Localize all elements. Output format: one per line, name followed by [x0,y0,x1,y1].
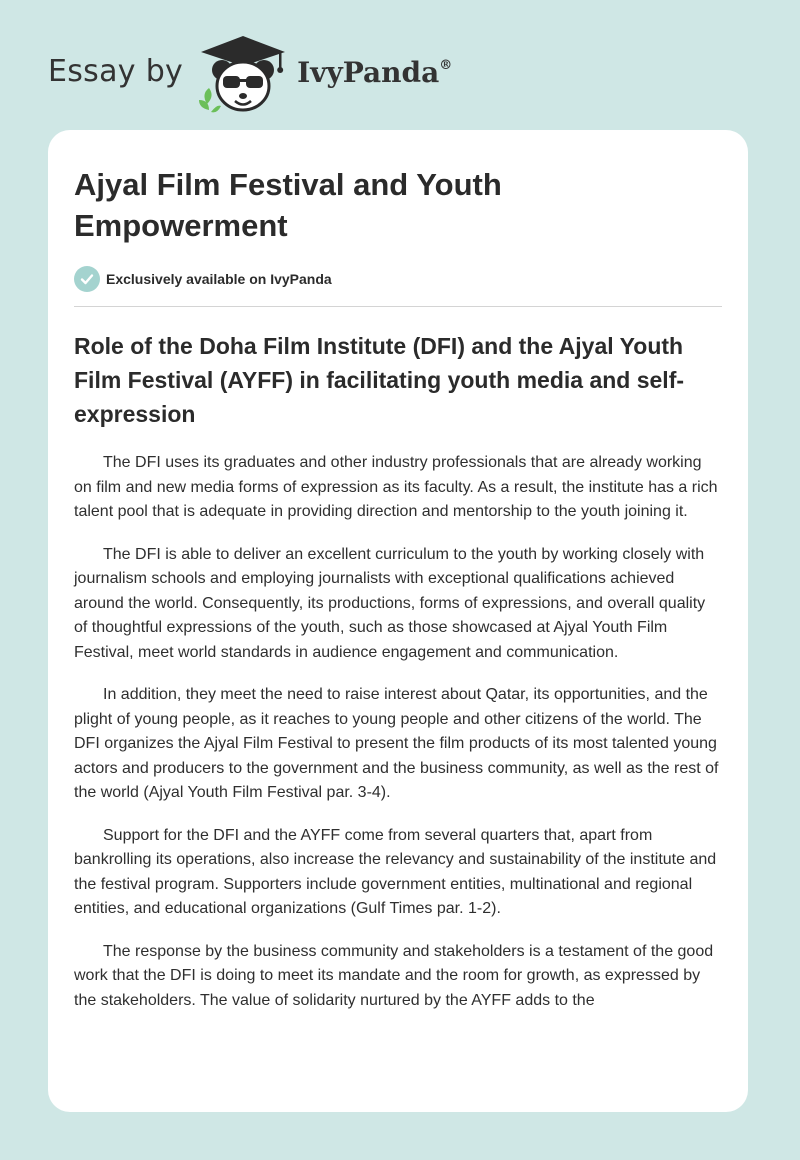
check-circle-icon [74,266,100,292]
panda-logo-icon[interactable] [197,34,289,114]
page-title: Ajyal Film Festival and Youth Empowerment [74,167,502,243]
site-header [48,34,452,114]
paragraph: In addition, they meet the need to raise interest about Qatar, its opportunities, and the plight of young people, as it reaches to young people and other citizens of the world. The DFI organizes the Ajyal Film Festival to present the film products of its most talented young actors and producers to the government and the business community, as well as the rest of the world (Ajyal Youth Film Festival par. 3-4). [74,686,719,801]
essay-by-label: Essay by [48,53,184,89]
essay-card [48,130,748,1112]
paragraph: The DFI uses its graduates and other industry professionals that are already working on film and new media forms of expression as its faculty. As a result, the institute has a rich talent pool that is adequate in providing direction and mentorship to the youth joining it. [74,454,718,520]
paragraph: The DFI is able to deliver an excellent curriculum to the youth by working closely with journalism schools and employing journalists with exceptional qualifications achieved around the world. Consequently, its productions, forms of expressions, and overall quality of thoughtful expressions of the youth, such as those showcased at Ajyal Youth Film Festival, meet world standards in audience engagement and communication. [74,545,706,661]
brand-name[interactable]: IvyPanda® [297,55,453,89]
exclusive-label: Exclusively available on IvyPanda [106,271,332,287]
paragraph: Support for the DFI and the AYFF come from several quarters that, apart from bankrolling its operations, also increase the relevancy and sustainability of the institute and the festival program. Supporters include government entities, multinational and regional entities, and educational organizations (Gulf Times par. 1-2). [74,826,717,917]
exclusive-badge [74,266,722,307]
section-heading: Role of the Doha Film Institute (DFI) and the Ajyal Youth Film Festival (AYFF) in facilitating youth media and self-expression [74,333,685,427]
paragraph: The response by the business community and stakeholders is a testament of the good work that the DFI is doing to meet its mandate and the room for growth, as expressed by the stakeholders. The value of solidarity nurtured by the AYFF adds to the [74,942,714,1009]
